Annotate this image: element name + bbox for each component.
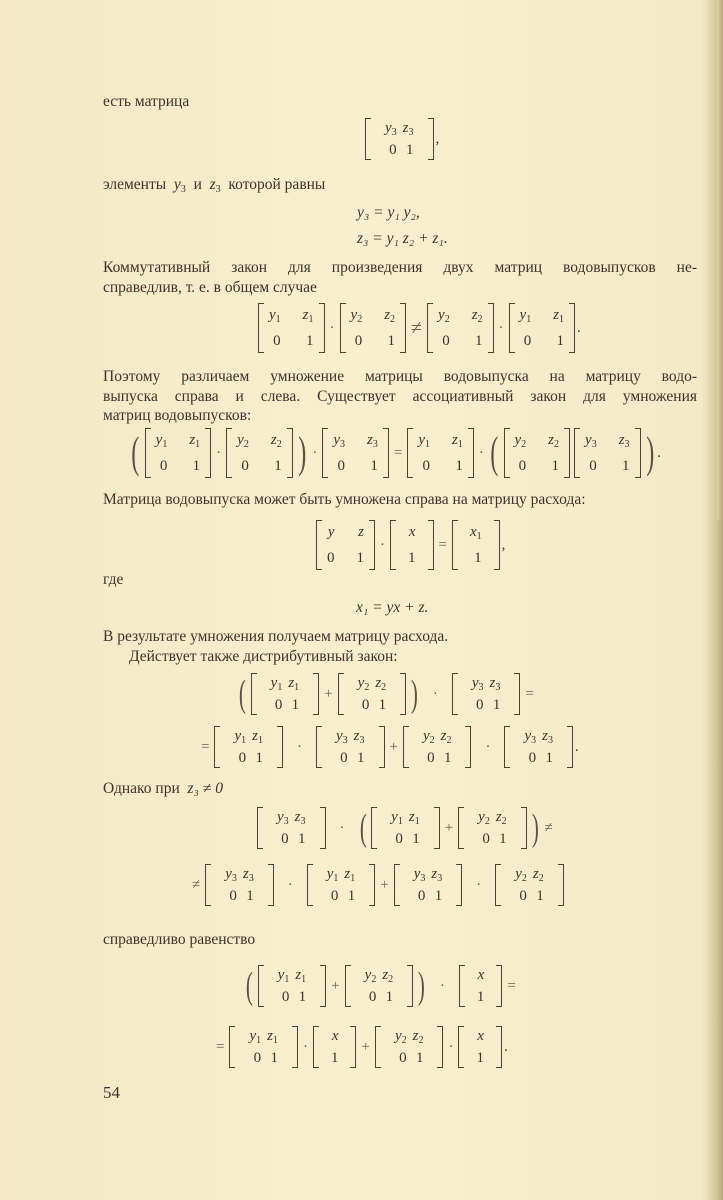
text-est-matrica: есть матрица bbox=[103, 93, 190, 110]
page-number: 54 bbox=[103, 1083, 120, 1102]
equation-noncommutative: $y_1$ $z_1$ 0 1 · $y_2$ $z_2$ 0 1 ≠ $y_2$ $z_2$ 0 1 · $y_1$ $z_1$ 0 1 . bbox=[256, 303, 581, 353]
equation-left-distrib-1: $y_3$ $z_3$ 0 1 · ( $y_1$ $z_1$ 0 1 + $y_2$ $z_2$ 0 1 ) ≠ bbox=[255, 806, 556, 850]
text-right-multiply: Матрица водовыпуска может быть умножена справа на матрицу расхода: bbox=[103, 491, 586, 508]
text-elementy: элементы $y_3$ и $z_3$ которой равны bbox=[103, 176, 326, 195]
formula-y3: y₃ = y₁ y₂, bbox=[357, 204, 420, 221]
paragraph-commutative: Коммутативный закон для произведения двух матриц водовыпусков не- справедлив, т. е. в общем случае bbox=[103, 259, 697, 296]
equation-flow-distrib-1: ( $y_1$ $z_1$ 0 1 + $y_2$ $z_2$ 0 1 ) · x 1 = bbox=[245, 965, 516, 1007]
equation-left-distrib-2: ≠ $y_3$ $z_3$ 0 1 · $y_1$ $z_1$ 0 1 + $y_3$ $z_3$ 0 1 · $y_2$ $z_2$ 0 1 bbox=[189, 864, 566, 906]
text-gde: где bbox=[103, 571, 124, 588]
text-distributive: Действует также дистрибутивный закон: bbox=[129, 648, 398, 665]
equation-flow-matrix: y z 0 1 · x 1 = $x_1$ 1 , bbox=[314, 520, 505, 570]
text-odnako: Однако при z₃ ≠ 0 bbox=[103, 780, 223, 797]
paragraph-associative: Поэтому различаем умножение матрицы водовыпуска на матрицу водо- выпуска справа и слева. Существует ассоциативный закон для умножения матриц водовыпусков: bbox=[103, 368, 697, 424]
text-result: В результате умножения получаем матрицу расхода. bbox=[103, 628, 449, 645]
matrix-y3z3-intro: $y_3$ $z_3$ 0 1 , bbox=[363, 118, 439, 160]
equation-associative: ( $y_1$ $z_1$ 0 1 · $y_2$ $z_2$ 0 1 ) · $y_3$ $z_3$ 0 1 = $y_1$ $z_1$ 0 1 · ( $y_2$ $z_2$ 0 1 $y_3$ $z_3$ 0 1 ) . bbox=[131, 428, 661, 477]
text-spravedlivo: справедливо равенство bbox=[103, 931, 256, 948]
formula-x1: x₁ = yx + z. bbox=[356, 599, 429, 616]
equation-distributive-1: ( $y_1$ $z_1$ 0 1 + $y_2$ $z_2$ 0 1 ) · $y_3$ $z_3$ 0 1 = bbox=[238, 673, 534, 715]
equation-flow-distrib-2: = $y_1$ $z_1$ 0 1 · x 1 + $y_2$ $z_2$ 0 1 · x 1 . bbox=[216, 1028, 508, 1066]
formula-z3: z₃ = y₁ z₂ + z₁. bbox=[357, 230, 448, 247]
page-edge-shadow bbox=[717, 0, 723, 520]
equation-distributive-2: = $y_1$ $z_1$ 0 1 · $y_3$ $z_3$ 0 1 + $y_2$ $z_2$ 0 1 · $y_3$ $z_3$ 0 1 . bbox=[201, 728, 579, 766]
